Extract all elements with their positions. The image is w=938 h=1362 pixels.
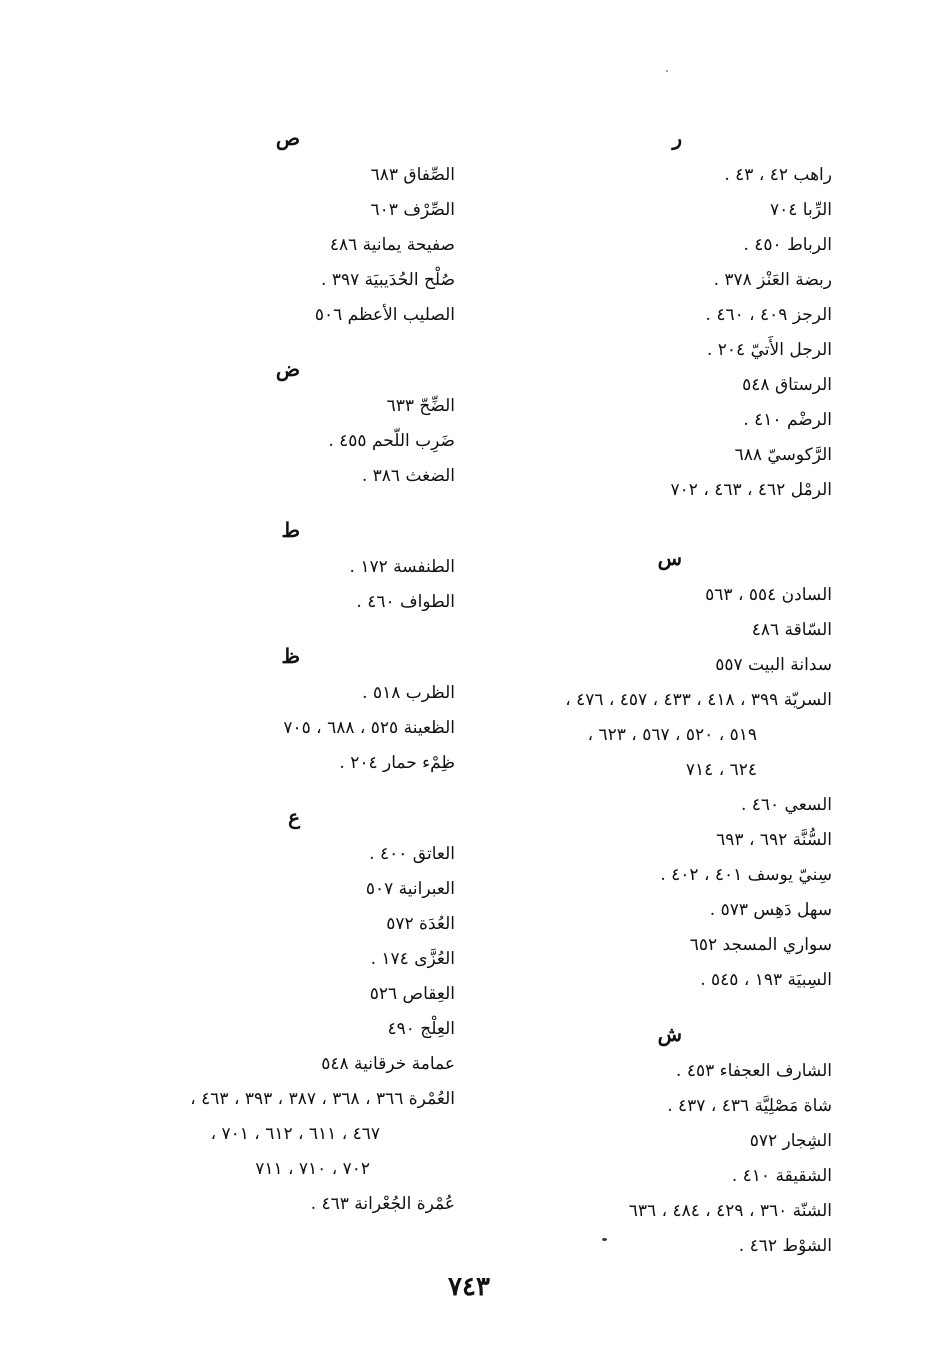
section-sad [115, 124, 455, 333]
index-entry: العِلْج ٤٩٠ [387, 1019, 455, 1039]
index-entry: الطواف ٤٦٠ . [356, 592, 455, 612]
index-entry: الصِّفاق ٦٨٣ [370, 165, 455, 185]
index-entry: سِنيّ يوسف ٤٠١ ، ٤٠٢ . [660, 865, 832, 885]
index-entry: السعي ٤٦٠ . [740, 795, 832, 815]
index-entry-continuation: ٥١٩ ، ٥٢٠ ، ٥٦٧ ، ٦٢٣ ، [587, 725, 757, 745]
index-entry: الرضْم ٤١٠ . [743, 410, 832, 430]
index-entry: عُمْرة الجُعْرانة ٤٦٣ . [310, 1194, 455, 1214]
index-entry: العُزَّى ١٧٤ . [370, 949, 455, 969]
index-entry: الشِجار ٥٧٢ [749, 1131, 832, 1151]
index-entry: الظرب ٥١٨ . [362, 683, 455, 703]
index-entry: سهل دَهِس ٥٧٣ . [709, 900, 832, 920]
index-entry: العبرانية ٥٠٧ [365, 879, 455, 899]
index-entry: الصِّرْف ٦٠٣ [370, 200, 455, 220]
index-entry: السادن ٥٥٤ ، ٥٦٣ [705, 585, 832, 605]
index-entry: الشوْط ٤٦٢ . [738, 1236, 832, 1256]
index-entry: شاة مَصْلِيَّة ٤٣٦ ، ٤٣٧ . [667, 1096, 832, 1116]
index-entry: الظعينة ٥٢٥ ، ٦٨٨ ، ٧٠٥ [283, 718, 455, 738]
index-entry-continuation: ٤٦٧ ، ٦١١ ، ٦١٢ ، ٧٠١ ، [210, 1124, 380, 1144]
index-entry: السِبيَة ١٩٣ ، ٥٤٥ . [700, 970, 832, 990]
index-entry: السُّنَّة ٦٩٢ ، ٦٩٣ [716, 830, 832, 850]
index-entry: عمامة خرقانية ٥٤٨ [321, 1054, 455, 1074]
index-entry: الرباط ٤٥٠ . [743, 235, 832, 255]
index-entry-continuation: ٦٢٤ ، ٧١٤ [685, 760, 757, 780]
index-entry: صفيحة يمانية ٤٨٦ [329, 235, 455, 255]
index-entry: الرِّبا ٧٠٤ [769, 200, 832, 220]
section-za [115, 642, 455, 781]
scan-speck [666, 70, 668, 72]
index-entry: سدانة البيت ٥٥٧ [715, 655, 832, 675]
index-entry: الرجل الأَتيّ ٢٠٤ . [706, 340, 832, 360]
index-entry: الضغث ٣٨٦ . [361, 466, 455, 486]
index-entry: الضِّحّ ٦٣٣ [386, 396, 455, 416]
section-ra [502, 124, 832, 508]
index-entry: العُدَة ٥٧٢ [386, 914, 455, 934]
index-column-left [115, 124, 455, 1222]
index-entry: الرجز ٤٠٩ ، ٤٦٠ . [705, 305, 832, 325]
index-entry: الطنفسة ١٧٢ . [349, 557, 455, 577]
index-entry: السريّة ٣٩٩ ، ٤١٨ ، ٤٣٣ ، ٤٥٧ ، ٤٧٦ ، [565, 690, 832, 710]
section-dad [115, 355, 455, 494]
section-letter-ta: ط [281, 518, 300, 542]
index-entry: ظِمْء حمار ٢٠٤ . [339, 753, 455, 773]
index-entry: الصليب الأعظم ٥٠٦ [314, 305, 455, 325]
section-ta [115, 516, 455, 620]
index-entry: الرمْل ٤٦٢ ، ٤٦٣ ، ٧٠٢ [670, 480, 832, 500]
section-sin [502, 544, 832, 998]
index-entry: صُلْح الحُدَيبيَة ٣٩٧ . [321, 270, 455, 290]
index-entry: ضَرِب اللّحم ٤٥٥ . [328, 431, 455, 451]
section-letter-sin: س [657, 546, 682, 570]
index-entry: السّاقة ٤٨٦ [751, 620, 832, 640]
section-ain [115, 803, 455, 1222]
scan-speck [602, 1238, 607, 1241]
index-entry: الرستاق ٥٤٨ [742, 375, 832, 395]
index-entry: الشنّة ٣٦٠ ، ٤٢٩ ، ٤٨٤ ، ٦٣٦ [628, 1201, 832, 1221]
index-entry: العاتق ٤٠٠ . [369, 844, 455, 864]
index-entry: الرَّكوسيّ ٦٨٨ [734, 445, 832, 465]
index-entry: العُمْرة ٣٦٦ ، ٣٦٨ ، ٣٨٧ ، ٣٩٣ ، ٤٦٣ ، [190, 1089, 455, 1109]
index-entry: سواري المسجد ٦٥٢ [689, 935, 832, 955]
section-letter-dad: ض [275, 357, 300, 381]
index-entry: راهب ٤٢ ، ٤٣ . [724, 165, 832, 185]
section-letter-ain: ع [288, 805, 300, 829]
page-number: ٧٤٣ [448, 1272, 490, 1302]
section-letter-za: ظ [281, 644, 300, 668]
section-letter-sad: ص [275, 126, 300, 150]
index-entry: ربضة العَنْز ٣٧٨ . [713, 270, 832, 290]
index-entry: الشقيقة ٤١٠ . [731, 1166, 832, 1186]
section-letter-ra: ر [672, 126, 682, 150]
index-entry: الشارف العجفاء ٤٥٣ . [676, 1061, 832, 1081]
section-letter-shin: ش [657, 1022, 682, 1046]
index-column-right [502, 124, 832, 1264]
section-shin [502, 1020, 832, 1264]
index-entry-continuation: ٧٠٢ ، ٧١٠ ، ٧١١ [255, 1159, 370, 1179]
index-entry: العِقاص ٥٢٦ [369, 984, 455, 1004]
